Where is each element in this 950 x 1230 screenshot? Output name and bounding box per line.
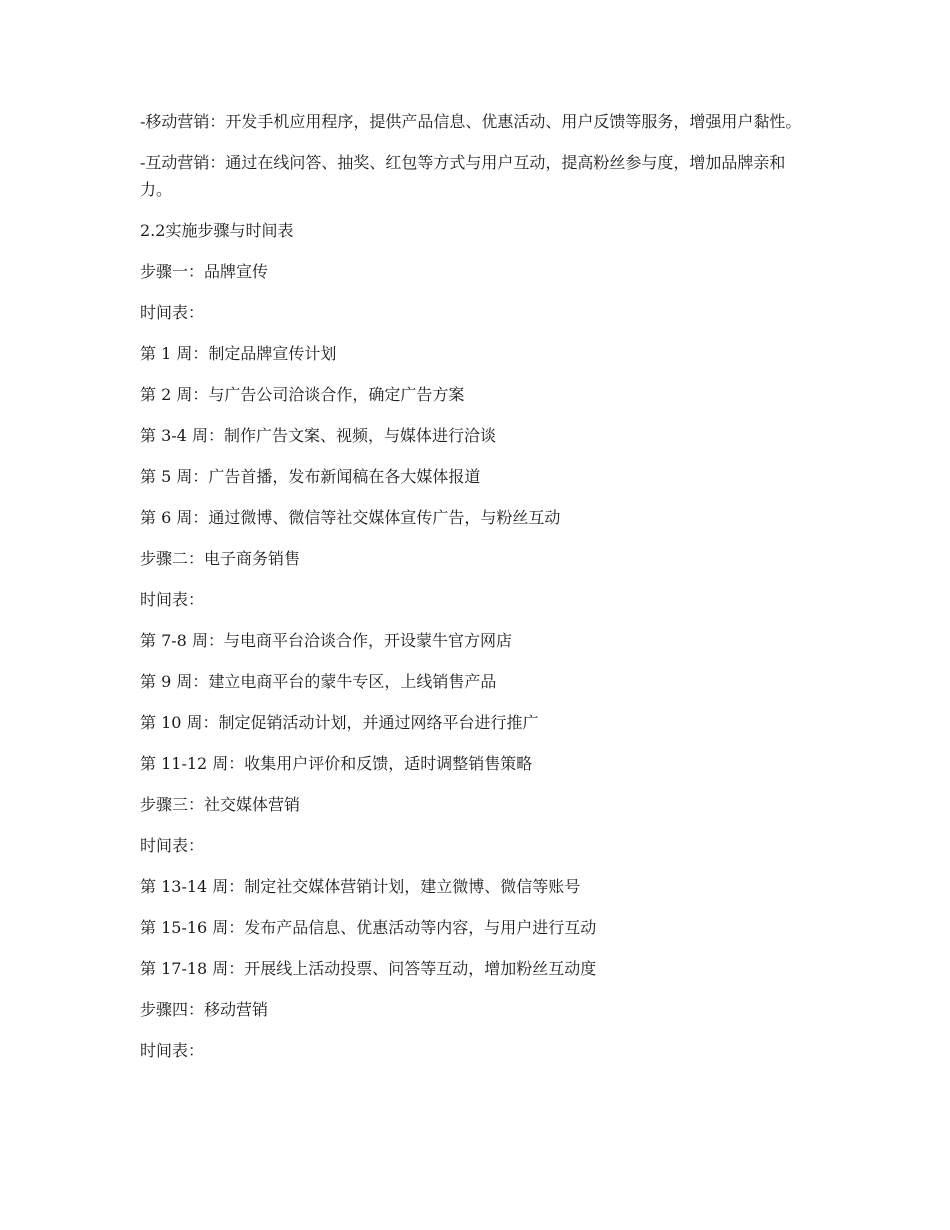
paragraph-mobile-marketing: -移动营销：开发手机应用程序，提供产品信息、优惠活动、用户反馈等服务，增强用户黏性。	[140, 112, 802, 131]
timetable-item: 第 5 周：广告首播，发布新闻稿在各大媒体报道	[140, 467, 481, 486]
document-page	[140, 108, 810, 1078]
timetable-item: 第 1 周：制定品牌宣传计划	[140, 344, 337, 363]
step-title: 步骤一：品牌宣传	[140, 262, 269, 281]
step-title: 步骤四：移动营销	[140, 1000, 269, 1019]
timetable-item: 第 3-4 周：制作广告文案、视频，与媒体进行洽谈	[140, 426, 496, 445]
timetable-label: 时间表：	[140, 303, 205, 322]
section-heading: 2.2实施步骤与时间表	[140, 221, 294, 240]
timetable-item: 第 6 周：通过微博、微信等社交媒体宣传广告，与粉丝互动	[140, 508, 561, 527]
timetable-item: 第 13-14 周：制定社交媒体营销计划，建立微博、微信等账号	[140, 877, 581, 896]
timetable-label: 时间表：	[140, 1041, 205, 1060]
timetable-label: 时间表：	[140, 836, 205, 855]
paragraph-interactive-marketing: -互动营销：通过在线问答、抽奖、红包等方式与用户互动，提高粉丝参与度，增加品牌亲和力。	[140, 153, 786, 199]
timetable-item: 第 9 周：建立电商平台的蒙牛专区，上线销售产品	[140, 672, 497, 691]
timetable-item: 第 10 周：制定促销活动计划，并通过网络平台进行推广	[140, 713, 539, 732]
timetable-item: 第 2 周：与广告公司洽谈合作，确定广告方案	[140, 385, 465, 404]
timetable-item: 第 11-12 周：收集用户评价和反馈，适时调整销售策略	[140, 754, 533, 773]
timetable-item: 第 17-18 周：开展线上活动投票、问答等互动，增加粉丝互动度	[140, 959, 597, 978]
timetable-item: 第 15-16 周：发布产品信息、优惠活动等内容，与用户进行互动	[140, 918, 597, 937]
timetable-item: 第 7-8 周：与电商平台洽谈合作，开设蒙牛官方网店	[140, 631, 512, 650]
step-title: 步骤三：社交媒体营销	[140, 795, 301, 814]
step-title: 步骤二：电子商务销售	[140, 549, 301, 568]
timetable-label: 时间表：	[140, 590, 205, 609]
